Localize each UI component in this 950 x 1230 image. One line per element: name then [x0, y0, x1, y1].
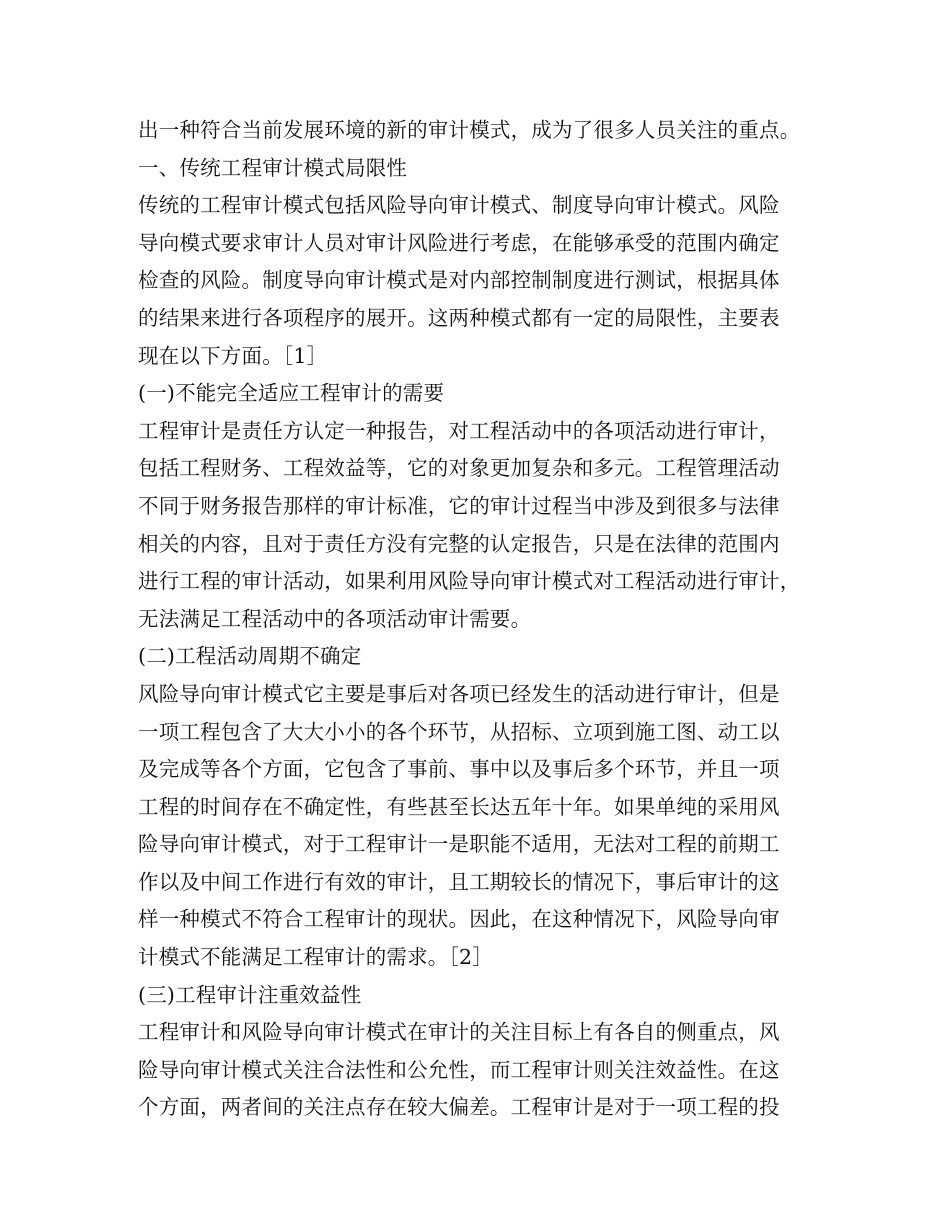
paragraph-line: 险导向审计模式关注合法性和公允性，而工程审计则关注效益性。在这 [138, 1057, 780, 1082]
paragraph-line: 工程审计和风险导向审计模式在审计的关注目标上有各自的侧重点，风 [138, 1020, 780, 1045]
paragraph-line: 作以及中间工作进行有效的审计，且工期较长的情况下，事后审计的这 [138, 869, 780, 894]
section-heading: 一、传统工程审计模式局限性 [138, 155, 408, 180]
paragraph-line: 及完成等各个方面，它包含了事前、事中以及事后多个环节，并且一项 [138, 757, 780, 782]
subsection-heading: (三)工程审计注重效益性 [138, 982, 362, 1007]
paragraph-line: 险导向审计模式，对于工程审计一是职能不适用，无法对工程的前期工 [138, 832, 780, 857]
paragraph-line: 计模式不能满足工程审计的需求。［2］ [138, 945, 493, 970]
paragraph-line: 包括工程财务、工程效益等，它的对象更加复杂和多元。工程管理活动 [138, 456, 780, 481]
paragraph-line: 进行工程的审计活动，如果利用风险导向审计模式对工程活动进行审计， [138, 569, 801, 594]
paragraph-line: 风险导向审计模式它主要是事后对各项已经发生的活动进行审计，但是 [138, 681, 780, 706]
paragraph-line: 的结果来进行各项程序的展开。这两种模式都有一定的局限性，主要表 [138, 305, 780, 330]
paragraph-line: 工程的时间存在不确定性，有些甚至长达五年十年。如果单纯的采用风 [138, 794, 780, 819]
paragraph-line: 无法满足工程活动中的各项活动审计需要。 [138, 606, 532, 631]
paragraph-line: 传统的工程审计模式包括风险导向审计模式、制度导向审计模式。风险 [138, 193, 780, 218]
subsection-heading: (二)工程活动周期不确定 [138, 644, 362, 669]
paragraph-line: 不同于财务报告那样的审计标准，它的审计过程当中涉及到很多与法律 [138, 493, 780, 518]
paragraph-line: 样一种模式不符合工程审计的现状。因此，在这种情况下，风险导向审 [138, 907, 780, 932]
paragraph-line: 检查的风险。制度导向审计模式是对内部控制制度进行测试，根据具体 [138, 268, 780, 293]
paragraph-line: 导向模式要求审计人员对审计风险进行考虑，在能够承受的范围内确定 [138, 230, 780, 255]
paragraph-line: 个方面，两者间的关注点存在较大偏差。工程审计是对于一项工程的投 [138, 1095, 780, 1120]
paragraph-line: 一项工程包含了大大小小的各个环节，从招标、立项到施工图、动工以 [138, 719, 780, 744]
paragraph-line: 工程审计是责任方认定一种报告，对工程活动中的各项活动进行审计， [138, 418, 780, 443]
subsection-heading: (一)不能完全适应工程审计的需要 [138, 381, 445, 406]
document-body [138, 112, 838, 1127]
paragraph-line: 现在以下方面。［1］ [138, 343, 328, 368]
paragraph-line: 出一种符合当前发展环境的新的审计模式，成为了很多人员关注的重点。 [138, 118, 801, 142]
paragraph-line: 相关的内容，且对于责任方没有完整的认定报告，只是在法律的范围内 [138, 531, 780, 556]
